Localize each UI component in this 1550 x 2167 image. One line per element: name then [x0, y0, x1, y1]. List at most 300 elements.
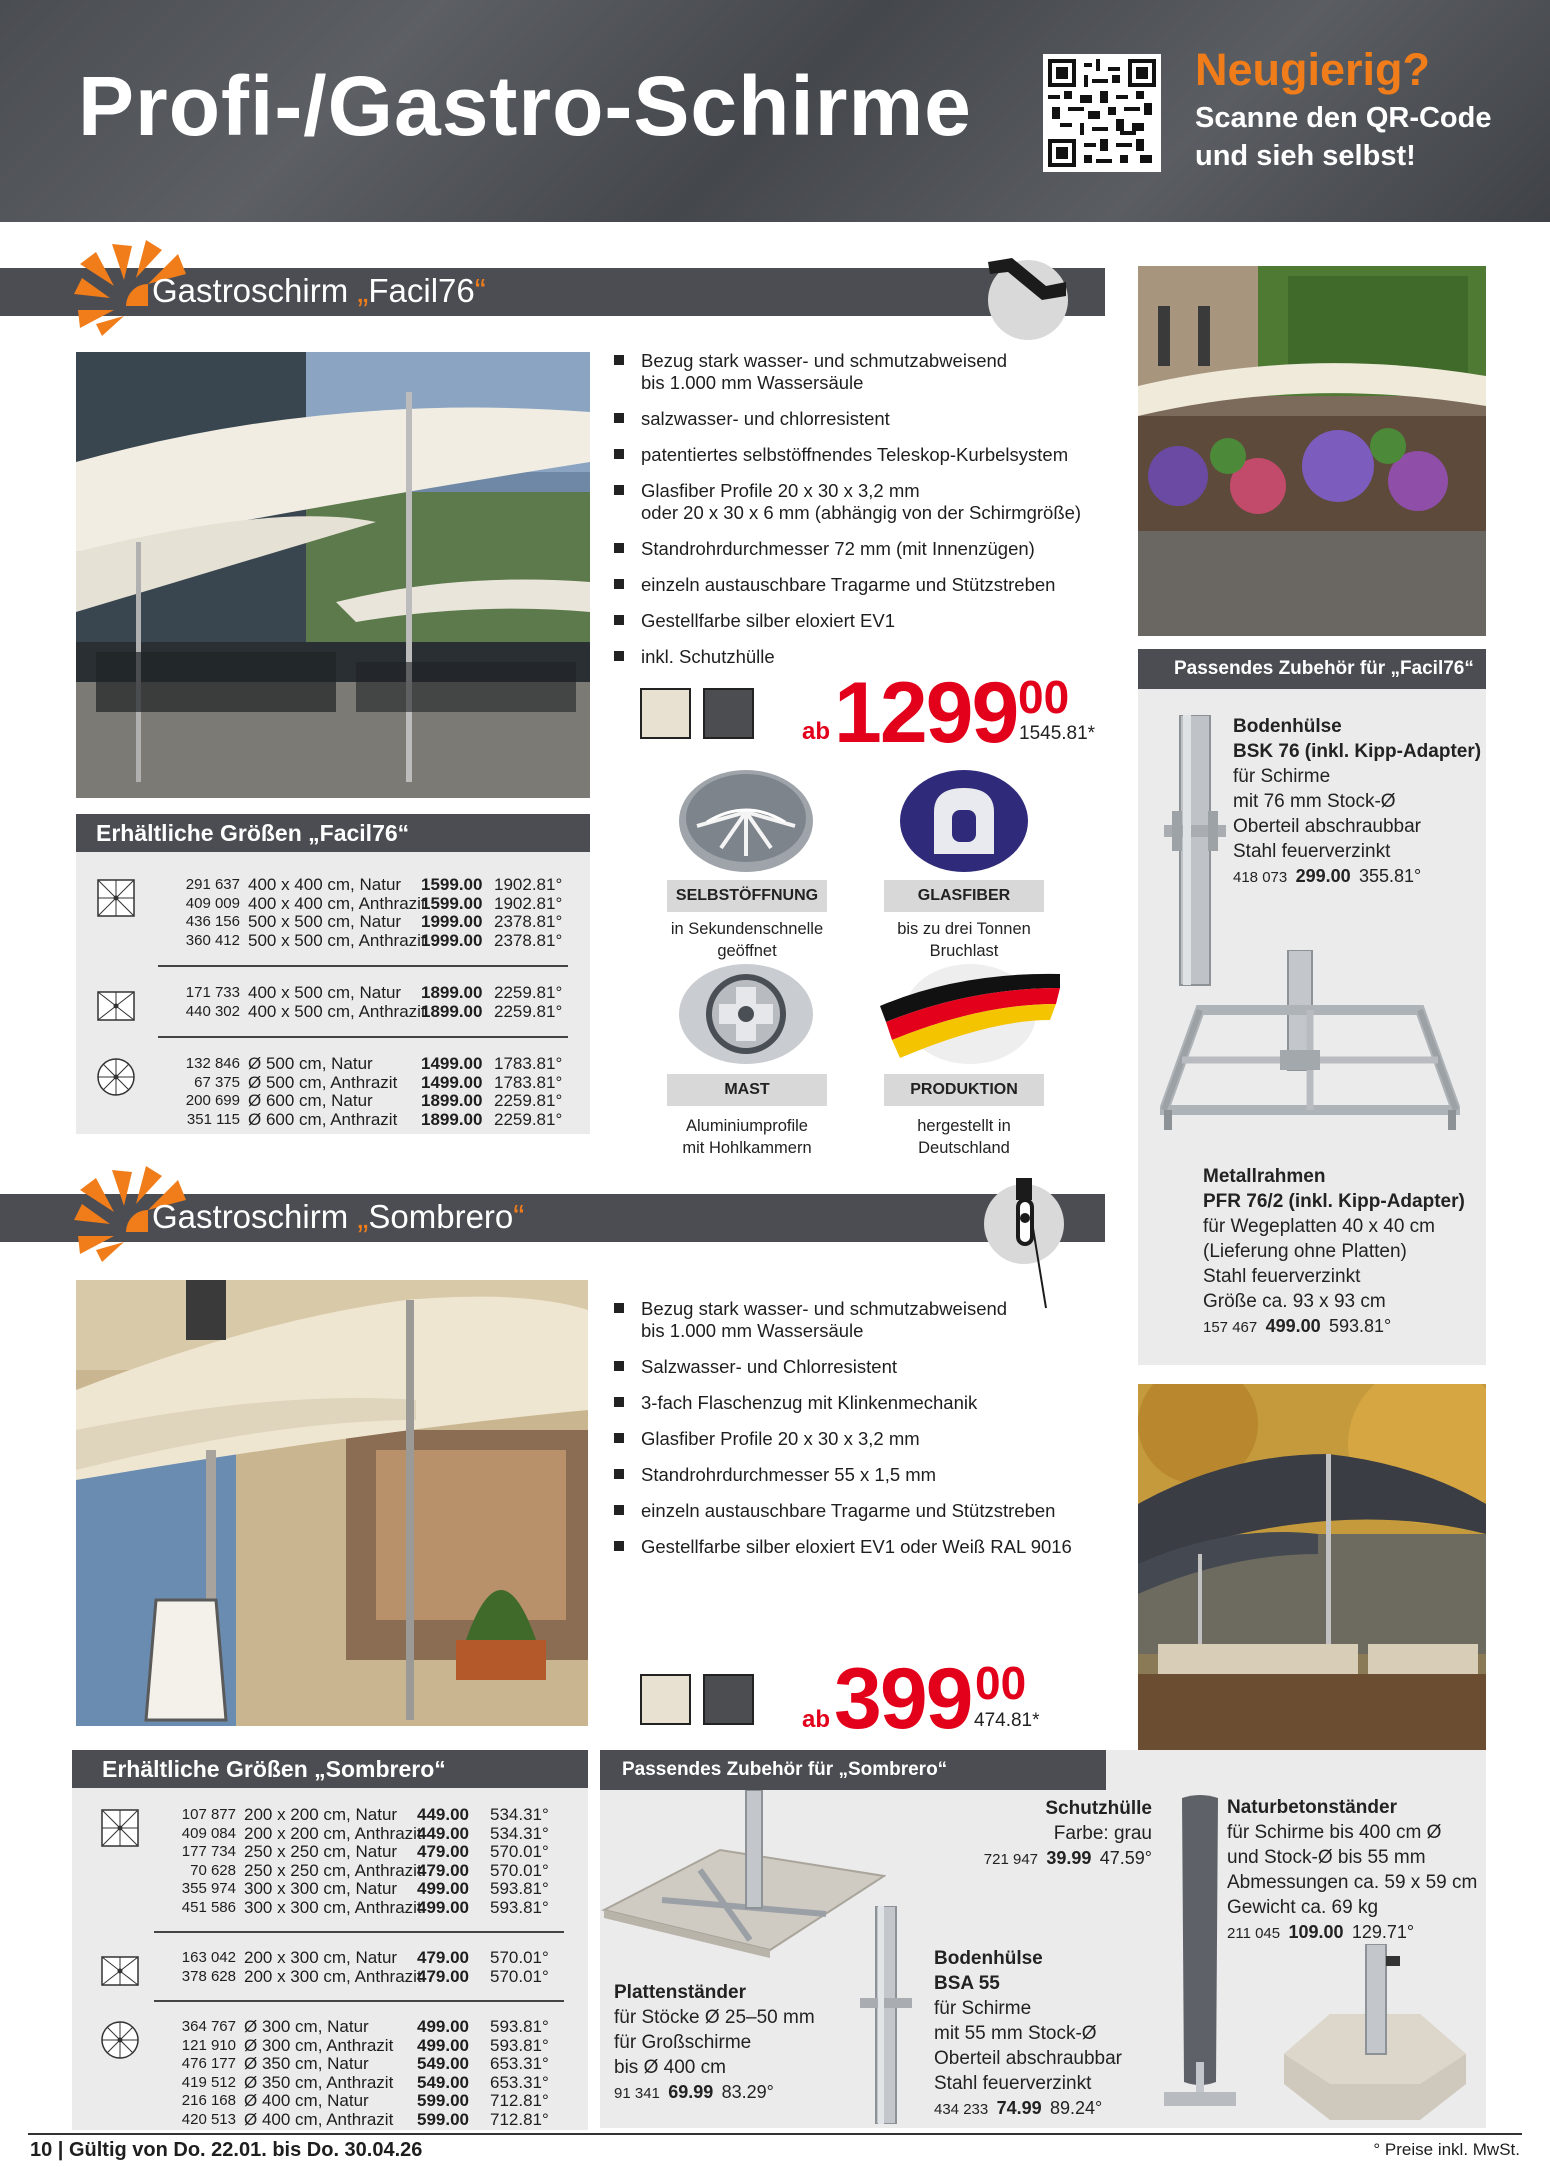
bullet-square-icon	[614, 615, 624, 625]
bsk76-gross: 355.81°	[1358, 866, 1422, 886]
bullet-square-icon	[614, 485, 624, 495]
facil-sizes-header: Erhältliche Größen „Facil76“	[76, 814, 590, 852]
cover-price-row	[966, 1846, 1152, 1872]
color-swatch-anthrazit[interactable]	[703, 1674, 754, 1725]
feature-bullet-line	[614, 408, 1114, 430]
concrete-stand-line: Abmessungen ca. 59 x 59 cm	[1227, 1872, 1478, 1893]
feature-bullet-text: inkl. Schutzhülle	[641, 646, 775, 667]
feature-bullet	[614, 1500, 1114, 1522]
feature-bullet-line	[614, 538, 1114, 560]
size-price-gross: 593.81°	[490, 2035, 549, 2055]
facil-accessories-header: Passendes Zubehör für „Facil76“	[1138, 649, 1486, 689]
size-price-gross: 2378.81°	[494, 930, 563, 950]
sombrero-title-open-quote: „	[357, 1198, 369, 1235]
bsk76-line: mit 76 mm Stock-Ø	[1233, 791, 1396, 812]
size-description: 400 x 400 cm, Natur	[248, 875, 402, 894]
bullet-square-icon	[614, 1397, 624, 1407]
facil-price-gross: 1545.81*	[1019, 723, 1096, 744]
plate-stand-image	[600, 1790, 886, 1990]
size-price: 499.00	[417, 1879, 469, 1898]
size-article-number: 364 767	[181, 2018, 236, 2035]
size-article-number: 451 586	[181, 1898, 236, 1916]
feature-bullet	[614, 1428, 1114, 1450]
bullet-square-icon	[614, 1361, 624, 1371]
bsk76-description	[1233, 714, 1481, 890]
bsk76-line: für Schirme	[1233, 766, 1331, 787]
feature-bullet-text: Glasfiber Profile 20 x 30 x 3,2 mm	[641, 1428, 920, 1449]
size-price-gross: 2378.81°	[494, 912, 563, 931]
plate-stand-price: 69.99	[668, 2082, 714, 2102]
size-group-divider	[158, 1036, 568, 1038]
size-article-number: 107 877	[181, 1806, 236, 1823]
plate-stand-gross: 83.29°	[721, 2082, 774, 2102]
size-price: 1999.00	[421, 930, 483, 950]
feature-text-line: bis zu drei Tonnen	[897, 920, 1031, 938]
qr-line-1: Scanne den QR-Code	[1195, 102, 1492, 134]
size-group-divider	[154, 1931, 564, 1933]
sombrero-sizes-list	[72, 1794, 588, 2130]
feature-bullet-line	[614, 1298, 1114, 1320]
size-article-number: 360 412	[185, 931, 240, 949]
size-row	[76, 984, 590, 1002]
size-price-gross: 712.81°	[490, 2109, 549, 2129]
size-price: 499.00	[417, 1897, 469, 1917]
size-price-gross: 593.81°	[490, 1879, 549, 1898]
feature-bullet-text: patentiertes selbstöffnendes Teleskop-Kurbelsystem	[641, 444, 1069, 465]
metal-frame-pfr76-image	[1160, 950, 1460, 1160]
bsk76-name: Bodenhülse	[1233, 716, 1342, 737]
size-price-gross: 1783.81°	[494, 1054, 563, 1073]
size-row	[72, 2074, 588, 2092]
size-row	[72, 1825, 588, 1843]
cover-gross: 47.59°	[1099, 1848, 1152, 1868]
bullet-square-icon	[614, 543, 624, 553]
size-price: 549.00	[417, 2054, 469, 2073]
bsa55-description	[934, 1946, 1122, 2122]
facil-price-prefix: ab	[802, 718, 831, 745]
size-description: 200 x 300 cm, Natur	[244, 1948, 398, 1967]
size-price: 499.00	[417, 2017, 469, 2036]
pfr76-description	[1203, 1164, 1465, 1340]
size-row	[76, 1003, 590, 1021]
cover-line: Farbe: grau	[1053, 1823, 1152, 1844]
facil-title-prefix: Gastroschirm	[152, 272, 358, 309]
bsa55-price-row	[934, 2096, 1122, 2122]
feature-text-line: Aluminiumprofile	[686, 1117, 808, 1135]
facil-feature-list	[614, 350, 1114, 682]
size-price-gross: 2259.81°	[494, 1091, 563, 1110]
pfr76-line: (Lieferung ohne Platten)	[1203, 1241, 1407, 1262]
ground-sleeve-bsa55-image	[856, 1906, 916, 2124]
size-article-number: 67 375	[194, 1073, 240, 1091]
qr-headline: Neugierig?	[1195, 44, 1431, 95]
size-description: 250 x 250 cm, Anthrazit	[244, 1860, 422, 1880]
size-description: 300 x 300 cm, Anthrazit	[244, 1897, 422, 1917]
germany-flag-icon	[880, 962, 1060, 1066]
size-price-gross: 593.81°	[490, 2017, 549, 2036]
bsk76-line: Oberteil abschraubbar	[1233, 816, 1421, 837]
feature-bullet	[614, 444, 1114, 466]
size-price-gross: 712.81°	[490, 2091, 549, 2110]
size-price: 479.00	[417, 1860, 469, 1880]
feature-bullet	[614, 1392, 1114, 1414]
feature-bullet-line	[614, 1536, 1114, 1558]
bullet-square-icon	[614, 1303, 624, 1313]
size-price: 1899.00	[421, 1001, 483, 1021]
size-row	[72, 1949, 588, 1967]
feature-bullet-line	[614, 574, 1114, 596]
feature-bullet	[614, 610, 1114, 632]
size-price: 1599.00	[421, 875, 483, 894]
size-row	[76, 932, 590, 950]
sombrero-title-prefix: Gastroschirm	[152, 1198, 358, 1235]
sombrero-sizes-panel	[72, 1750, 588, 2130]
pfr76-gross: 593.81°	[1328, 1316, 1392, 1336]
facil-title-close-quote: “	[474, 272, 486, 309]
facil-title-open-quote: „	[357, 272, 369, 309]
size-row	[76, 895, 590, 913]
sombrero-section-title	[152, 1198, 524, 1236]
size-group-divider	[158, 965, 568, 967]
size-price: 549.00	[417, 2072, 469, 2092]
concrete-stand-art-no: 211 045	[1227, 1925, 1281, 1942]
size-price-gross: 593.81°	[490, 1897, 549, 1917]
plate-stand-description	[614, 1980, 815, 2106]
feature-bullet-line	[614, 1428, 1114, 1450]
size-price-gross: 653.31°	[490, 2072, 549, 2092]
size-article-number: 177 734	[181, 1843, 236, 1860]
color-swatch-natur[interactable]	[640, 688, 691, 739]
plate-stand-line: für Stöcke Ø 25–50 mm	[614, 2007, 815, 2028]
size-price: 1999.00	[421, 912, 483, 931]
cover-art-no: 721 947	[983, 1851, 1039, 1868]
size-price: 499.00	[417, 2035, 469, 2055]
concrete-stand-image	[1280, 1944, 1470, 2122]
concrete-stand-price-row	[1227, 1920, 1477, 1946]
sombrero-sizes-header: Erhältliche Größen „Sombrero“	[72, 1750, 588, 1788]
mast-profile-icon	[677, 962, 815, 1066]
pulley-icon	[982, 1178, 1074, 1314]
size-row	[76, 1074, 590, 1092]
size-price-gross: 570.01°	[490, 1966, 549, 1986]
bullet-square-icon	[614, 579, 624, 589]
size-description: Ø 300 cm, Anthrazit	[244, 2035, 394, 2055]
size-row	[72, 2018, 588, 2036]
size-row	[72, 1806, 588, 1824]
bsa55-name: Bodenhülse	[934, 1948, 1043, 1969]
size-article-number: 355 974	[181, 1880, 236, 1897]
plate-stand-price-row	[614, 2080, 815, 2106]
feature-bullet-line	[614, 502, 1114, 524]
bullet-square-icon	[614, 1505, 624, 1515]
qr-line-2: und sieh selbst!	[1195, 140, 1416, 172]
size-description: 250 x 250 cm, Natur	[244, 1842, 398, 1861]
feature-label-produktion: PRODUKTION	[884, 1074, 1044, 1106]
size-description: 400 x 400 cm, Anthrazit	[248, 893, 426, 913]
bsk76-art-no: 418 073	[1233, 869, 1288, 886]
feature-bullet-text: 3-fach Flaschenzug mit Klinkenmechanik	[641, 1392, 978, 1413]
feature-text-line: Deutschland	[918, 1139, 1010, 1157]
size-price-gross: 2259.81°	[494, 1001, 563, 1021]
size-price-gross: 1902.81°	[494, 893, 563, 913]
sombrero-price-cents: 00	[975, 1657, 1027, 1709]
size-price-gross: 2259.81°	[494, 983, 563, 1002]
facil-sizes-panel	[76, 814, 590, 1134]
size-row	[76, 913, 590, 931]
size-price: 1499.00	[421, 1054, 483, 1073]
sombrero-umbrella-photo	[76, 1280, 588, 1726]
size-description: Ø 400 cm, Natur	[244, 2091, 369, 2110]
size-price-gross: 570.01°	[490, 1948, 549, 1967]
feature-bullet	[614, 1298, 1114, 1342]
size-article-number: 440 302	[185, 1002, 240, 1020]
size-description: Ø 350 cm, Anthrazit	[244, 2072, 394, 2092]
feature-bullet	[614, 1356, 1114, 1378]
facil-umbrella-photo	[76, 352, 590, 798]
bsk76-model: BSK 76 (inkl. Kipp-Adapter)	[1233, 741, 1482, 762]
size-description: 200 x 200 cm, Natur	[244, 1805, 398, 1824]
feature-text-produktion	[854, 1115, 1074, 1159]
concrete-stand-line: für Schirme bis 400 cm Ø	[1227, 1822, 1442, 1843]
size-article-number: 70 628	[190, 1861, 236, 1879]
size-price-gross: 570.01°	[490, 1842, 549, 1861]
bsk76-line: Stahl feuerverzinkt	[1233, 841, 1391, 862]
feature-bullet-text: Standrohrdurchmesser 55 x 1,5 mm	[641, 1464, 937, 1485]
bsa55-art-no: 434 233	[934, 2101, 989, 2118]
feature-bullet-text: einzeln austauschbare Tragarme und Stützstreben	[641, 574, 1056, 595]
size-price-gross: 2259.81°	[494, 1109, 563, 1129]
size-description: Ø 500 cm, Anthrazit	[248, 1072, 398, 1092]
size-group-divider	[154, 2000, 564, 2002]
feature-text-line: Bruchlast	[929, 942, 999, 960]
feature-label-mast: MAST	[667, 1074, 827, 1106]
cover-name: Schutzhülle	[1045, 1798, 1152, 1819]
color-swatch-natur[interactable]	[640, 1674, 691, 1725]
size-article-number: 409 084	[181, 1824, 236, 1842]
feature-bullet	[614, 574, 1114, 596]
size-row	[72, 2055, 588, 2073]
feature-label-selbstoeffnung: SELBSTÖFFNUNG	[667, 880, 827, 912]
size-article-number: 121 910	[181, 2036, 236, 2054]
size-row	[76, 876, 590, 894]
facil-sizes-list	[76, 864, 590, 1134]
bsk76-price: 299.00	[1295, 866, 1351, 886]
size-article-number: 476 177	[181, 2055, 236, 2072]
ground-sleeve-bsk76-image	[1160, 715, 1230, 990]
feature-bullet-text: salzwasser- und chlorresistent	[641, 408, 890, 429]
size-article-number: 409 009	[185, 894, 240, 912]
concrete-stand-gross: 129.71°	[1351, 1922, 1415, 1942]
bsa55-price: 74.99	[996, 2098, 1042, 2118]
feature-bullet	[614, 350, 1114, 394]
feature-bullet-line	[614, 480, 1114, 502]
size-description: Ø 500 cm, Natur	[248, 1054, 373, 1073]
size-article-number: 291 637	[185, 876, 240, 893]
sombrero-accessories-header: Passendes Zubehör für „Sombrero“	[600, 1750, 1106, 1790]
feature-bullet-line	[614, 350, 1114, 372]
size-article-number: 200 699	[185, 1092, 240, 1109]
feature-bullet-line	[614, 1356, 1114, 1378]
qr-text	[1195, 99, 1492, 175]
footer-divider	[28, 2133, 1522, 2135]
size-description: 400 x 500 cm, Anthrazit	[248, 1001, 426, 1021]
plate-stand-line: bis Ø 400 cm	[614, 2057, 726, 2078]
crank-handle-icon	[982, 252, 1074, 340]
feature-text-line: in Sekundenschnelle	[670, 920, 824, 938]
feature-bullet-line	[614, 1464, 1114, 1486]
size-description: Ø 600 cm, Natur	[248, 1091, 373, 1110]
cover-description	[966, 1796, 1152, 1872]
feature-bullet-text: Gestellfarbe silber eloxiert EV1	[641, 610, 895, 631]
facil-price-main: 1299	[834, 665, 1018, 761]
sombrero-feature-list	[614, 1298, 1114, 1572]
pfr76-model: PFR 76/2 (inkl. Kipp-Adapter)	[1203, 1191, 1465, 1212]
size-description: 500 x 500 cm, Natur	[248, 912, 402, 931]
size-description: Ø 350 cm, Natur	[244, 2054, 369, 2073]
size-article-number: 419 512	[181, 2073, 236, 2091]
plate-stand-line: für Großschirme	[614, 2032, 752, 2053]
feature-text-selbstoeffnung	[637, 918, 857, 962]
size-row	[76, 1092, 590, 1110]
feature-bullet-text: einzeln austauschbare Tragarme und Stützstreben	[641, 1500, 1056, 1521]
concrete-stand-description	[1227, 1795, 1477, 1946]
size-row	[72, 1968, 588, 1986]
facil-price-cents: 00	[1018, 671, 1070, 723]
bullet-square-icon	[614, 1433, 624, 1443]
anthracite-umbrella-photo	[1138, 1384, 1486, 1770]
size-description: 200 x 300 cm, Anthrazit	[244, 1966, 422, 1986]
size-article-number: 420 513	[181, 2110, 236, 2128]
size-price: 599.00	[417, 2109, 469, 2129]
plate-stand-art-no: 91 341	[614, 2085, 660, 2102]
concrete-stand-line: und Stock-Ø bis 55 mm	[1227, 1847, 1426, 1868]
size-article-number: 216 168	[181, 2092, 236, 2109]
size-price-gross: 534.31°	[490, 1823, 549, 1843]
feature-bullet-text: Gestellfarbe silber eloxiert EV1 oder Weiß RAL 9016	[641, 1536, 1072, 1557]
concrete-stand-name: Naturbetonständer	[1227, 1797, 1397, 1818]
bsa55-model: BSA 55	[934, 1973, 1000, 1994]
size-price: 449.00	[417, 1823, 469, 1843]
size-description: 200 x 200 cm, Anthrazit	[244, 1823, 422, 1843]
size-description: Ø 300 cm, Natur	[244, 2017, 369, 2036]
sombrero-price-gross: 474.81*	[974, 1710, 1040, 1731]
size-article-number: 171 733	[185, 984, 240, 1001]
concrete-stand-line: Gewicht ca. 69 kg	[1227, 1897, 1379, 1918]
bullet-square-icon	[614, 449, 624, 459]
bsk76-price-row	[1233, 864, 1481, 890]
page-title: Profi-/Gastro-Schirme	[78, 59, 972, 153]
size-row	[72, 1862, 588, 1880]
pfr76-price-row	[1203, 1314, 1465, 1340]
size-article-number: 378 628	[181, 1967, 236, 1985]
sombrero-title-name: Sombrero	[368, 1198, 514, 1235]
feature-bullet-text: bis 1.000 mm Wassersäule	[641, 372, 864, 393]
feature-bullet-text: Salzwasser- und Chlorresistent	[641, 1356, 898, 1377]
size-price-gross: 653.31°	[490, 2054, 549, 2073]
size-price-gross: 534.31°	[490, 1805, 549, 1824]
size-description: Ø 600 cm, Anthrazit	[248, 1109, 398, 1129]
qr-code-icon[interactable]	[1043, 54, 1161, 172]
pfr76-name: Metallrahmen	[1203, 1166, 1326, 1187]
pfr76-line: für Wegeplatten 40 x 40 cm	[1203, 1216, 1435, 1237]
bullet-square-icon	[614, 1469, 624, 1479]
size-price-gross: 1783.81°	[494, 1072, 563, 1092]
size-price: 1899.00	[421, 1091, 483, 1110]
sombrero-price-main: 399	[834, 1651, 972, 1747]
bullet-square-icon	[614, 413, 624, 423]
glassfiber-profile-icon	[898, 768, 1030, 874]
size-article-number: 436 156	[185, 913, 240, 930]
size-row	[76, 1055, 590, 1073]
feature-label-glasfiber: GLASFIBER	[884, 880, 1044, 912]
size-description: Ø 400 cm, Anthrazit	[244, 2109, 394, 2129]
feature-bullet-line	[614, 372, 1114, 394]
pfr76-art-no: 157 467	[1203, 1319, 1258, 1336]
size-description: 400 x 500 cm, Natur	[248, 983, 402, 1002]
feature-text-line: geöffnet	[717, 942, 777, 960]
size-price: 1599.00	[421, 893, 483, 913]
feature-bullet	[614, 408, 1114, 430]
concrete-stand-price: 109.00	[1288, 1922, 1344, 1942]
size-price: 599.00	[417, 2091, 469, 2110]
sombrero-title-close-quote: “	[513, 1198, 525, 1235]
size-description: 500 x 500 cm, Anthrazit	[248, 930, 426, 950]
bsa55-line: für Schirme	[934, 1998, 1032, 2019]
feature-bullet-line	[614, 610, 1114, 632]
size-price: 479.00	[417, 1966, 469, 1986]
pfr76-line: Stahl feuerverzinkt	[1203, 1266, 1361, 1287]
size-price-gross: 570.01°	[490, 1860, 549, 1880]
bsa55-line: Stahl feuerverzinkt	[934, 2073, 1092, 2094]
size-price-gross: 1902.81°	[494, 875, 563, 894]
feature-bullet-line	[614, 1320, 1114, 1342]
size-row	[72, 2037, 588, 2055]
size-row	[72, 1899, 588, 1917]
size-price: 1899.00	[421, 1109, 483, 1129]
size-price: 1499.00	[421, 1072, 483, 1092]
size-row	[72, 2092, 588, 2110]
bsa55-gross: 89.24°	[1049, 2098, 1103, 2118]
bullet-square-icon	[614, 355, 624, 365]
plate-stand-name: Plattenständer	[614, 1982, 746, 2003]
feature-text-line: hergestellt in	[917, 1117, 1011, 1135]
size-row	[76, 1111, 590, 1129]
sombrero-price-prefix: ab	[802, 1706, 831, 1733]
feature-text-mast	[637, 1115, 857, 1159]
feature-bullet	[614, 538, 1114, 560]
size-article-number: 351 115	[186, 1110, 240, 1128]
bullet-square-icon	[614, 651, 624, 661]
size-article-number: 163 042	[181, 1949, 236, 1966]
feature-bullet	[614, 1464, 1114, 1486]
feature-text-line: mit Hohlkammern	[682, 1139, 812, 1157]
footer-price-note: ° Preise inkl. MwSt.	[1373, 2140, 1520, 2159]
feature-bullet-text: Bezug stark wasser- und schmutzabweisend	[641, 350, 1008, 371]
size-price: 449.00	[417, 1805, 469, 1824]
facil-title-name: Facil76	[368, 272, 475, 309]
size-price: 479.00	[417, 1948, 469, 1967]
facil-section-title	[152, 272, 486, 310]
footer-validity: 10 | Gültig von Do. 22.01. bis Do. 30.04.26	[30, 2139, 423, 2161]
feature-bullet-line	[614, 1392, 1114, 1414]
color-swatch-anthrazit[interactable]	[703, 688, 754, 739]
size-row	[72, 2111, 588, 2129]
cover-price: 39.99	[1046, 1848, 1092, 1868]
feature-bullet-text: Standrohrdurchmesser 72 mm (mit Innenzügen)	[641, 538, 1035, 559]
feature-bullet-text: oder 20 x 30 x 6 mm (abhängig von der Schirmgröße)	[641, 502, 1082, 523]
feature-bullet-line	[614, 1500, 1114, 1522]
feature-bullet-text: Bezug stark wasser- und schmutzabweisend	[641, 1298, 1008, 1319]
